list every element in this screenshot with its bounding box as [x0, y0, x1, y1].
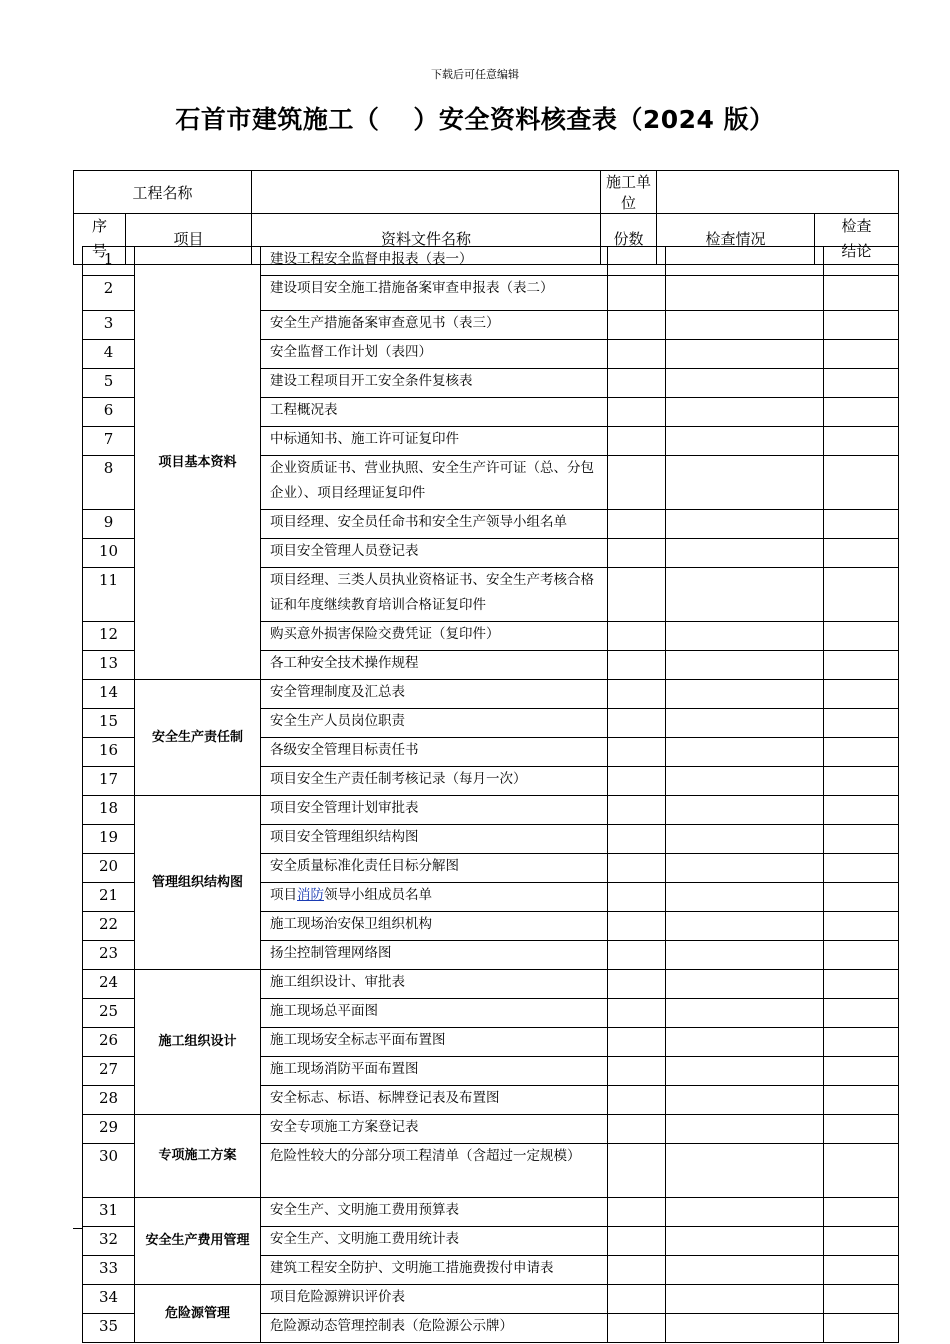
conclusion-cell[interactable]: [824, 767, 899, 796]
copies-cell[interactable]: [608, 340, 666, 369]
conclusion-cell[interactable]: [824, 1285, 899, 1314]
conclusion-cell[interactable]: [824, 854, 899, 883]
check-cell[interactable]: [666, 941, 824, 970]
category-cell: 安全生产责任制: [135, 680, 261, 796]
copies-cell[interactable]: [608, 622, 666, 651]
conclusion-cell[interactable]: [824, 276, 899, 311]
checklist-table: [82, 246, 899, 1343]
check-cell[interactable]: [666, 999, 824, 1028]
row-seq: 13: [83, 651, 135, 680]
category-cell: 项目基本资料: [135, 247, 261, 680]
row-seq: 23: [83, 941, 135, 970]
row-seq: 9: [83, 510, 135, 539]
row-seq: 27: [83, 1057, 135, 1086]
check-cell[interactable]: [666, 912, 824, 941]
conclusion-cell[interactable]: [824, 1314, 899, 1343]
document-name: 安全生产、文明施工费用预算表: [261, 1198, 608, 1227]
copies-cell[interactable]: [608, 738, 666, 767]
conclusion-cell[interactable]: [824, 1086, 899, 1115]
row-seq: 21: [83, 883, 135, 912]
title-left: 石首市建筑施工（: [175, 105, 380, 134]
document-name: 安全标志、标语、标牌登记表及布置图: [261, 1086, 608, 1115]
check-cell[interactable]: [666, 276, 824, 311]
check-cell[interactable]: [666, 568, 824, 622]
col-header-copies: 份数: [601, 214, 657, 265]
conclusion-cell[interactable]: [824, 1227, 899, 1256]
copies-cell[interactable]: [608, 311, 666, 340]
doc-link[interactable]: 消防: [297, 887, 324, 903]
copies-cell[interactable]: [608, 276, 666, 311]
check-cell[interactable]: [666, 1028, 824, 1057]
copies-cell[interactable]: [608, 680, 666, 709]
conclusion-cell[interactable]: [824, 680, 899, 709]
conclusion-cell[interactable]: [824, 510, 899, 539]
document-name: 安全监督工作计划（表四）: [261, 340, 608, 369]
document-name: 建设项目安全施工措施备案审查申报表（表二）: [261, 276, 608, 311]
title-right: ）安全资料核查表（2024 版）: [413, 105, 775, 134]
col-header-conclusion: 检查结论: [815, 214, 899, 265]
document-name: 建筑工程安全防护、文明施工措施费拨付申请表: [261, 1256, 608, 1285]
conclusion-cell[interactable]: [824, 709, 899, 738]
check-cell[interactable]: [666, 825, 824, 854]
row-seq: 32: [83, 1227, 135, 1256]
category-cell: 管理组织结构图: [135, 796, 261, 970]
copies-cell[interactable]: [608, 398, 666, 427]
conclusion-cell[interactable]: [824, 398, 899, 427]
category-cell: 专项施工方案: [135, 1115, 261, 1198]
document-name: 扬尘控制管理网络图: [261, 941, 608, 970]
conclusion-cell[interactable]: [824, 970, 899, 999]
check-cell[interactable]: [666, 1086, 824, 1115]
document-name: 项目经理、安全员任命书和安全生产领导小组名单: [261, 510, 608, 539]
conclusion-cell[interactable]: [824, 941, 899, 970]
check-cell[interactable]: [666, 622, 824, 651]
check-cell[interactable]: [666, 1227, 824, 1256]
check-cell[interactable]: [666, 369, 824, 398]
check-cell[interactable]: [666, 651, 824, 680]
document-name: 安全管理制度及汇总表: [261, 680, 608, 709]
row-seq: 33: [83, 1256, 135, 1285]
document-name: 项目经理、三类人员执业资格证书、安全生产考核合格证和年度继续教育培训合格证复印件: [261, 568, 608, 622]
copies-cell[interactable]: [608, 1314, 666, 1343]
construction-unit-label-text: 施工单位: [606, 173, 652, 212]
check-cell[interactable]: [666, 1144, 824, 1198]
row-seq: 19: [83, 825, 135, 854]
document-name: 施工现场安全标志平面布置图: [261, 1028, 608, 1057]
project-name-field[interactable]: [252, 171, 601, 214]
document-name: 施工现场总平面图: [261, 999, 608, 1028]
copies-cell[interactable]: [608, 1057, 666, 1086]
copies-cell[interactable]: [608, 1198, 666, 1227]
check-cell[interactable]: [666, 767, 824, 796]
construction-unit-label: [601, 171, 657, 214]
check-cell[interactable]: [666, 970, 824, 999]
document-name: 建设工程安全监督申报表（表一）: [261, 247, 608, 276]
row-seq: 15: [83, 709, 135, 738]
check-cell[interactable]: [666, 539, 824, 568]
category-cell: 安全生产费用管理: [135, 1198, 261, 1285]
conclusion-cell[interactable]: [824, 1028, 899, 1057]
row-seq: 28: [83, 1086, 135, 1115]
row-seq: 34: [83, 1285, 135, 1314]
conclusion-cell[interactable]: [824, 456, 899, 510]
check-cell[interactable]: [666, 340, 824, 369]
page-title: [0, 100, 950, 136]
document-name: 危险源动态管理控制表（危险源公示牌）: [261, 1314, 608, 1343]
copies-cell[interactable]: [608, 970, 666, 999]
document-name: 项目安全生产责任制考核记录（每月一次）: [261, 767, 608, 796]
copies-cell[interactable]: [608, 651, 666, 680]
table-row: [83, 1115, 899, 1144]
document-name: 安全质量标准化责任目标分解图: [261, 854, 608, 883]
check-cell[interactable]: [666, 854, 824, 883]
document-name: 施工组织设计、审批表: [261, 970, 608, 999]
check-cell[interactable]: [666, 738, 824, 767]
conclusion-cell[interactable]: [824, 825, 899, 854]
project-name-label: 工程名称: [74, 171, 252, 214]
check-cell[interactable]: [666, 456, 824, 510]
copies-cell[interactable]: [608, 1086, 666, 1115]
copies-cell[interactable]: [608, 1256, 666, 1285]
row-seq: 16: [83, 738, 135, 767]
conclusion-cell[interactable]: [824, 1115, 899, 1144]
check-cell[interactable]: [666, 1115, 824, 1144]
check-cell[interactable]: [666, 796, 824, 825]
document-name: 项目危险源辨识评价表: [261, 1285, 608, 1314]
document-name: 购买意外损害保险交费凭证（复印件）: [261, 622, 608, 651]
conclusion-cell[interactable]: [824, 1198, 899, 1227]
copies-cell[interactable]: [608, 767, 666, 796]
row-seq: 4: [83, 340, 135, 369]
check-cell[interactable]: [666, 883, 824, 912]
category-cell: 施工组织设计: [135, 970, 261, 1115]
table-row: [83, 1198, 899, 1227]
table-row: [83, 680, 899, 709]
check-cell[interactable]: [666, 1198, 824, 1227]
row-seq: 26: [83, 1028, 135, 1057]
check-cell[interactable]: [666, 709, 824, 738]
copies-cell[interactable]: [608, 456, 666, 510]
copies-cell[interactable]: [608, 1227, 666, 1256]
check-cell[interactable]: [666, 510, 824, 539]
conclusion-cell[interactable]: [824, 369, 899, 398]
row-seq: 3: [83, 311, 135, 340]
document-name: 安全生产措施备案审查意见书（表三）: [261, 311, 608, 340]
row-seq: 12: [83, 622, 135, 651]
check-cell[interactable]: [666, 1256, 824, 1285]
conclusion-cell[interactable]: [824, 1256, 899, 1285]
conclusion-cell[interactable]: [824, 883, 899, 912]
copies-cell[interactable]: [608, 825, 666, 854]
copies-cell[interactable]: [608, 568, 666, 622]
document-name: 施工现场消防平面布置图: [261, 1057, 608, 1086]
conclusion-cell[interactable]: [824, 568, 899, 622]
conclusion-cell[interactable]: [824, 912, 899, 941]
document-name: 项目安全管理组织结构图: [261, 825, 608, 854]
conclusion-cell[interactable]: [824, 340, 899, 369]
conclusion-cell[interactable]: [824, 1057, 899, 1086]
conclusion-cell[interactable]: [824, 1144, 899, 1198]
copies-cell[interactable]: [608, 369, 666, 398]
check-cell[interactable]: [666, 1285, 824, 1314]
document-name: 项目安全管理人员登记表: [261, 539, 608, 568]
copies-cell[interactable]: [608, 941, 666, 970]
row-seq: 29: [83, 1115, 135, 1144]
copies-cell[interactable]: [608, 883, 666, 912]
row-seq: 14: [83, 680, 135, 709]
doc-text-post: 领导小组成员名单: [324, 887, 432, 903]
row-seq: 7: [83, 427, 135, 456]
copies-cell[interactable]: [608, 854, 666, 883]
table-row: [83, 1285, 899, 1314]
conclusion-cell[interactable]: [824, 738, 899, 767]
copies-cell[interactable]: [608, 796, 666, 825]
row-seq: 6: [83, 398, 135, 427]
copies-cell[interactable]: [608, 999, 666, 1028]
document-name: [261, 883, 608, 912]
col-header-check: 检查情况: [657, 214, 815, 265]
conclusion-cell[interactable]: [824, 539, 899, 568]
document-name: 项目安全管理计划审批表: [261, 796, 608, 825]
check-cell[interactable]: [666, 427, 824, 456]
doc-text-pre: 项目: [270, 887, 297, 903]
col-header-item: 项目: [126, 214, 252, 265]
copies-cell[interactable]: [608, 427, 666, 456]
document-name: 各级安全管理目标责任书: [261, 738, 608, 767]
copies-cell[interactable]: [608, 1115, 666, 1144]
check-cell[interactable]: [666, 1314, 824, 1343]
copies-cell[interactable]: [608, 247, 666, 276]
col-header-seq: 序号: [74, 214, 126, 265]
row-seq: 25: [83, 999, 135, 1028]
top-note: 下载后可任意编辑: [431, 68, 519, 81]
conclusion-cell[interactable]: [824, 796, 899, 825]
document-name: 各工种安全技术操作规程: [261, 651, 608, 680]
conclusion-cell[interactable]: [824, 427, 899, 456]
table-row: [83, 796, 899, 825]
row-seq: 8: [83, 456, 135, 510]
document-name: 安全生产、文明施工费用统计表: [261, 1227, 608, 1256]
row-seq: 1: [83, 247, 135, 276]
copies-cell[interactable]: [608, 510, 666, 539]
document-name: 安全生产人员岗位职责: [261, 709, 608, 738]
row-seq: 24: [83, 970, 135, 999]
row-seq: 5: [83, 369, 135, 398]
document-name: 工程概况表: [261, 398, 608, 427]
row-seq: 35: [83, 1314, 135, 1343]
copies-cell[interactable]: [608, 1285, 666, 1314]
row-seq: 22: [83, 912, 135, 941]
check-cell[interactable]: [666, 311, 824, 340]
table-row: [83, 970, 899, 999]
row-seq: 2: [83, 276, 135, 311]
document-name: 安全专项施工方案登记表: [261, 1115, 608, 1144]
conclusion-cell[interactable]: [824, 999, 899, 1028]
document-name: 施工现场治安保卫组织机构: [261, 912, 608, 941]
document-name: 中标通知书、施工许可证复印件: [261, 427, 608, 456]
row-seq: 11: [83, 568, 135, 622]
row-seq: 17: [83, 767, 135, 796]
check-cell[interactable]: [666, 680, 824, 709]
copies-cell[interactable]: [608, 709, 666, 738]
document-name: 企业资质证书、营业执照、安全生产许可证（总、分包企业）、项目经理证复印件: [261, 456, 608, 510]
conclusion-cell[interactable]: [824, 622, 899, 651]
copies-cell[interactable]: [608, 1028, 666, 1057]
row-seq: 10: [83, 539, 135, 568]
copies-cell[interactable]: [608, 1144, 666, 1198]
bottom-mark: [73, 1228, 82, 1229]
copies-cell[interactable]: [608, 539, 666, 568]
copies-cell[interactable]: [608, 912, 666, 941]
row-seq: 31: [83, 1198, 135, 1227]
category-cell: 危险源管理: [135, 1285, 261, 1343]
col-header-doc: 资料文件名称: [252, 214, 601, 265]
check-cell[interactable]: [666, 1057, 824, 1086]
row-seq: 20: [83, 854, 135, 883]
row-seq: 30: [83, 1144, 135, 1198]
table-row: [83, 247, 899, 276]
document-name: 危险性较大的分部分项工程清单（含超过一定规模）: [261, 1144, 608, 1198]
check-cell[interactable]: [666, 398, 824, 427]
conclusion-cell[interactable]: [824, 247, 899, 276]
check-cell[interactable]: [666, 247, 824, 276]
conclusion-cell[interactable]: [824, 651, 899, 680]
document-name: 建设工程项目开工安全条件复核表: [261, 369, 608, 398]
conclusion-cell[interactable]: [824, 311, 899, 340]
row-seq: 18: [83, 796, 135, 825]
construction-unit-field[interactable]: [657, 171, 899, 214]
